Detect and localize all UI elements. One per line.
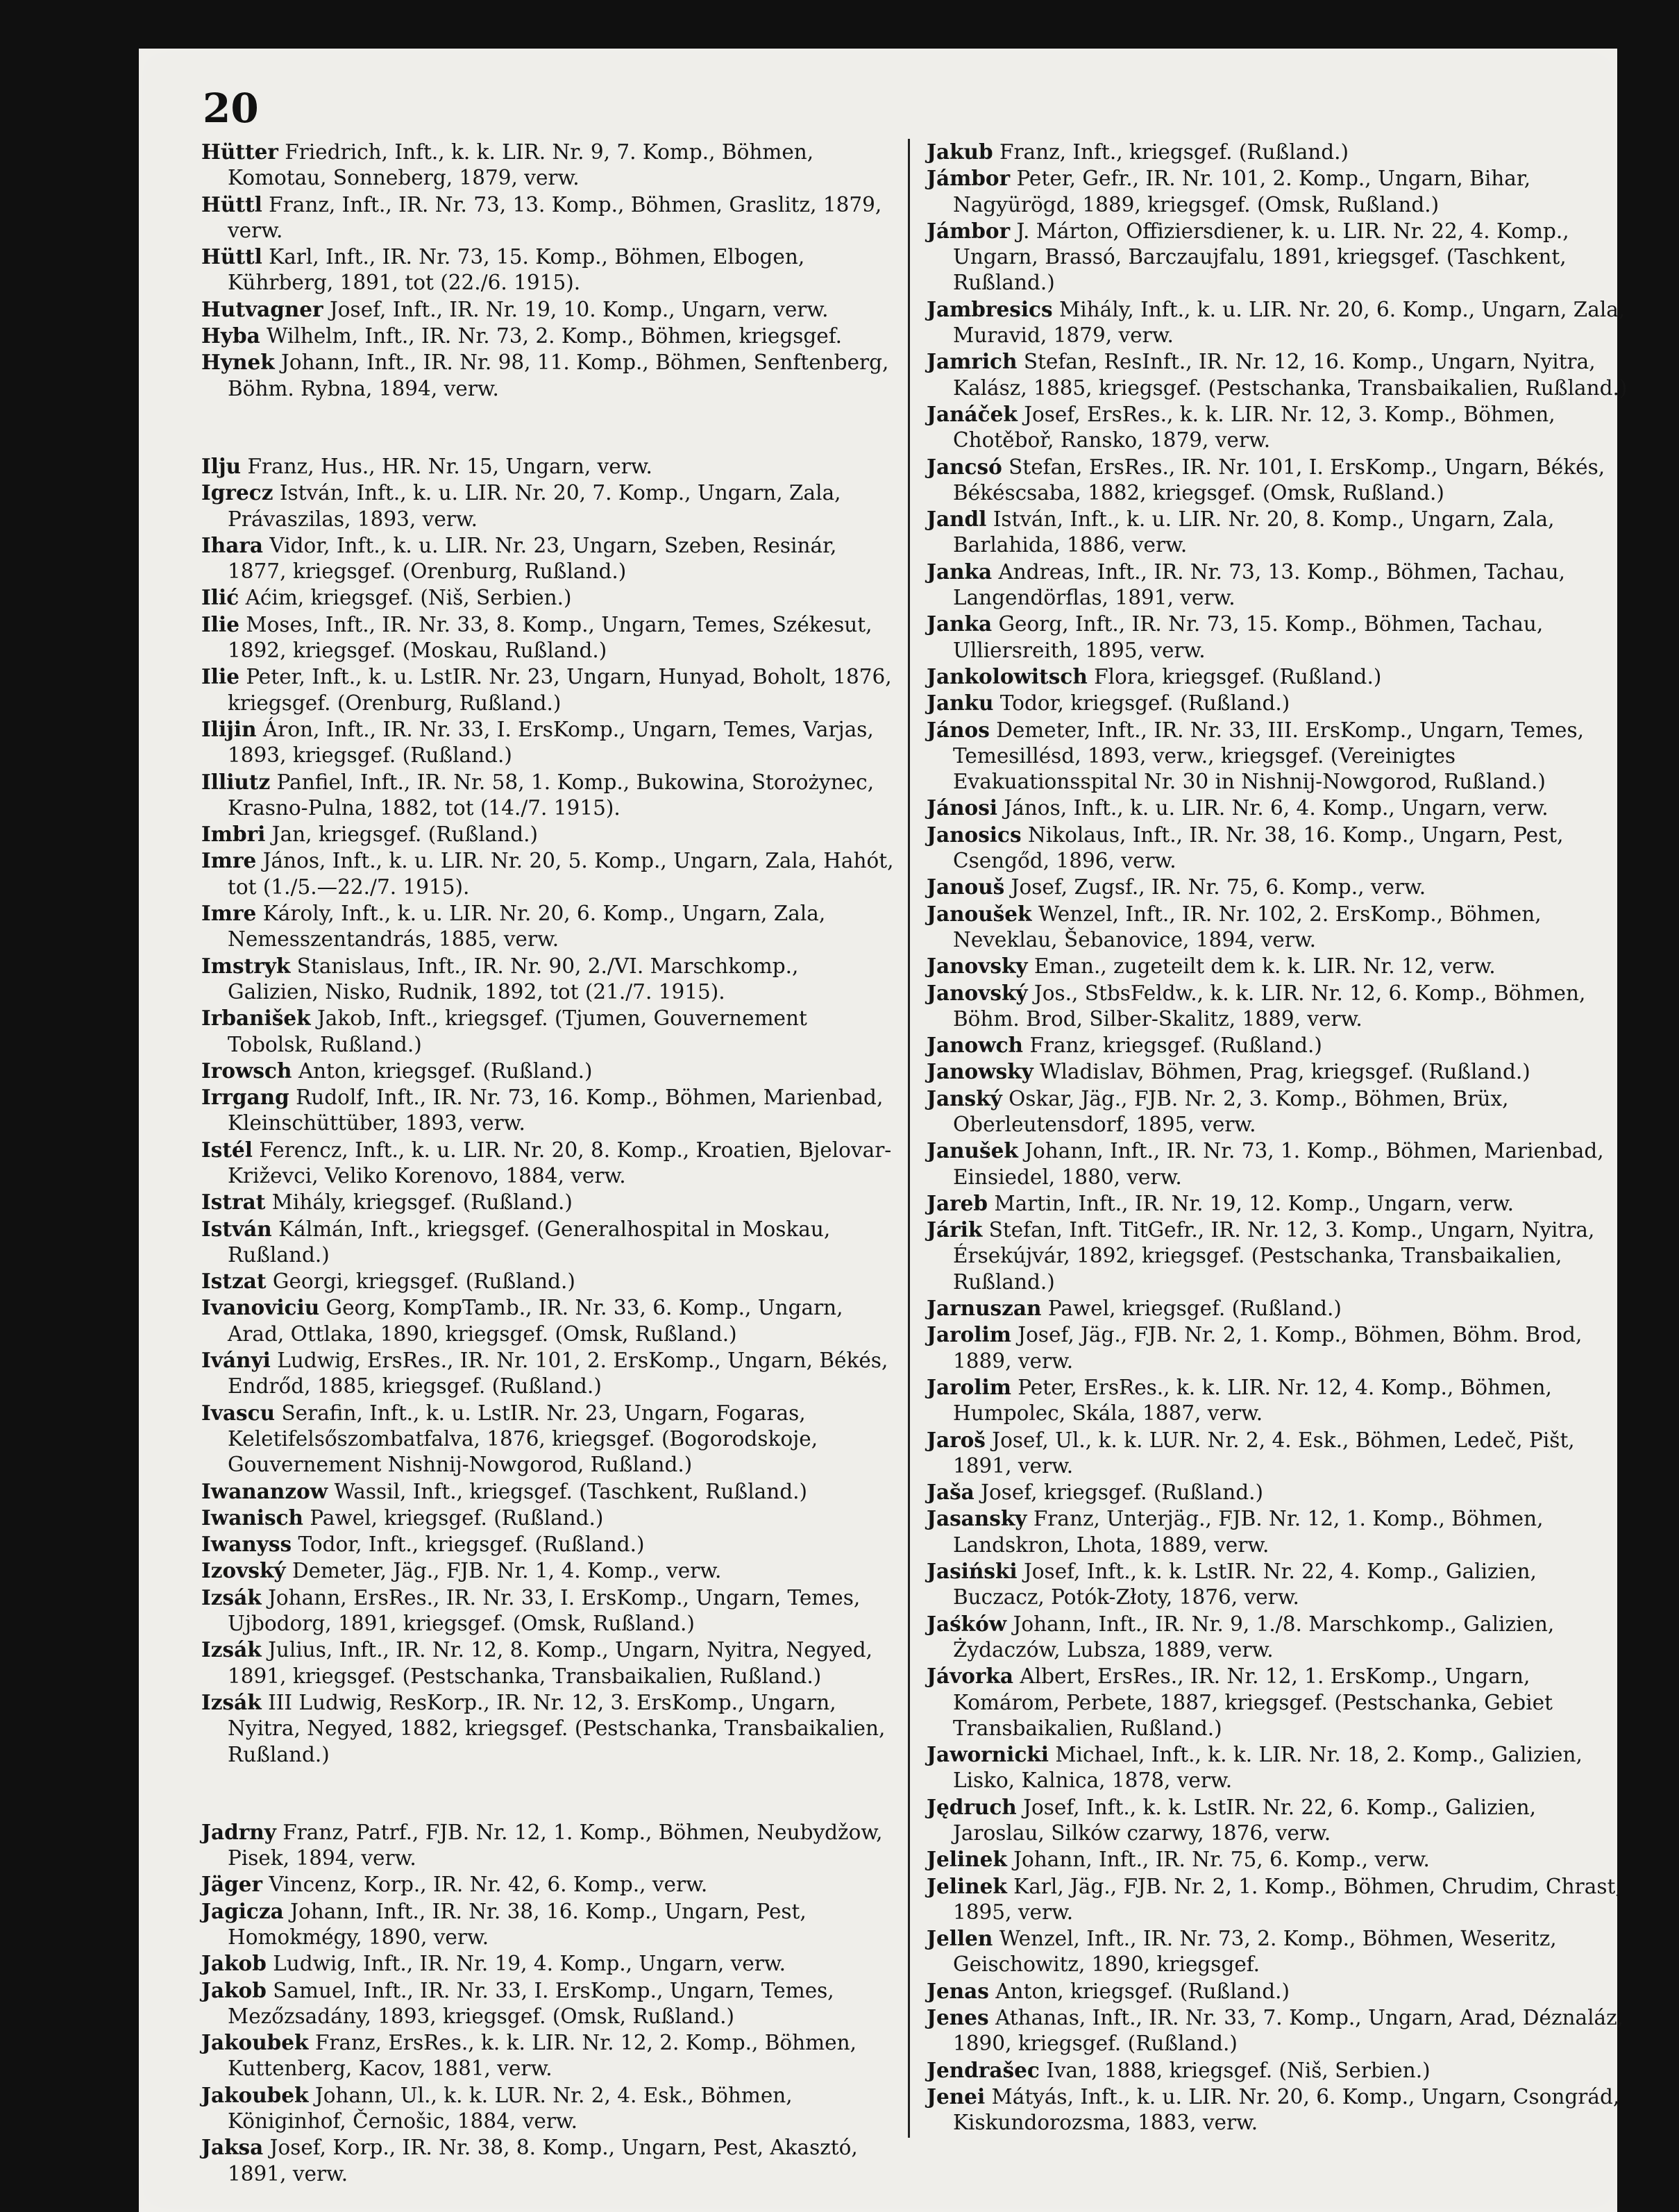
entry-surname: Ivascu <box>201 1400 276 1425</box>
left-column <box>201 139 895 2187</box>
list-entry <box>927 795 1628 821</box>
entry-surname: Hütter <box>201 140 278 164</box>
entry-surname: Jamrich <box>927 349 1018 374</box>
entry-details: Mátyás, Inft., k. u. LIR. Nr. 20, 6. Komp., Ungarn, Csongrád, Kiskundorozsma, 1883, verw. <box>953 2084 1620 2135</box>
list-entry <box>927 218 1628 296</box>
list-entry <box>927 1505 1628 1558</box>
entry-surname: Janka <box>927 611 993 636</box>
entry-surname: Jámbor <box>927 218 1011 243</box>
list-entry <box>201 1505 895 1531</box>
entry-surname: Imbri <box>201 822 266 847</box>
section-gap <box>201 402 895 453</box>
entry-surname: Hüttl <box>201 192 262 217</box>
entry-details: Johann, ErsRes., IR. Nr. 33, I. ErsKomp., Ungarn, Temes, Ujbodorg, 1891, kriegsgef. (Omsk, Rußland.) <box>228 1585 861 1636</box>
list-entry <box>927 1479 1628 1505</box>
list-entry <box>927 1978 1628 2004</box>
entry-details: Josef, kriegsgef. (Rußland.) <box>974 1480 1264 1505</box>
entry-details: Stefan, Inft. TitGefr., IR. Nr. 12, 3. Komp., Ungarn, Nyitra, Érsekújvár, 1892, kriegsgef. (Pestschanka, Transbaikalien, Rußland.) <box>953 1218 1595 1294</box>
entry-surname: Jaśków <box>927 1611 1007 1636</box>
entry-details: Johann, Inft., IR. Nr. 9, 1./8. Marschkomp., Galizien, Żydaczów, Lubsza, 1889, verw. <box>953 1612 1555 1662</box>
entry-surname: Imre <box>201 848 257 873</box>
entry-details: Anton, kriegsgef. (Rußland.) <box>988 1979 1290 2003</box>
entry-details: J. Márton, Offiziersdiener, k. u. LIR. Nr. 22, 4. Komp., Ungarn, Brassó, Barczaujfalu, 1891, kriegsgef. (Taschkent, Rußland.) <box>953 219 1569 295</box>
entry-details: Georgi, kriegsgef. (Rußland.) <box>266 1269 575 1294</box>
list-entry <box>201 1637 895 1689</box>
entry-surname: Izsák <box>201 1689 262 1714</box>
list-entry <box>927 506 1628 559</box>
entry-details: Josef, Inft., k. k. LstIR. Nr. 22, 6. Komp., Galizien, Jaroslau, Silków czarwy, 1876, verw. <box>953 1795 1537 1845</box>
entry-details: Johann, Ul., k. k. LUR. Nr. 2, 4. Esk., Böhmen, Königinhof, Černošic, 1884, verw. <box>228 2083 793 2134</box>
entry-surname: Jarolim <box>927 1322 1011 1347</box>
entry-surname: Jávorka <box>927 1664 1013 1689</box>
entry-surname: Janowch <box>927 1033 1024 1058</box>
entry-surname: Jaksa <box>201 2135 264 2160</box>
entry-surname: Imre <box>201 901 257 926</box>
list-entry <box>201 244 895 296</box>
list-entry <box>927 1295 1628 1322</box>
entry-details: János, Inft., k. u. LIR. Nr. 20, 5. Komp., Ungarn, Zala, Hahót, tot (1./5.—22./7. 1915). <box>228 849 894 899</box>
entry-details: Rudolf, Inft., IR. Nr. 73, 16. Komp., Böhmen, Marienbad, Kleinschüttüber, 1893, verw. <box>228 1086 884 1135</box>
list-entry <box>927 1873 1628 1926</box>
list-entry <box>927 874 1628 900</box>
list-entry <box>201 900 895 953</box>
entry-details: Ferencz, Inft., k. u. LIR. Nr. 20, 8. Komp., Kroatien, Bjelovar-Križevci, Veliko Korenovo, 1884, verw. <box>228 1138 892 1188</box>
list-entry <box>201 847 895 900</box>
list-entry <box>201 1084 895 1137</box>
list-entry <box>201 1294 895 1347</box>
entry-details: Károly, Inft., k. u. LIR. Nr. 20, 6. Komp., Ungarn, Zala, Nemesszentandrás, 1885, verw. <box>228 902 826 952</box>
list-entry <box>927 1374 1628 1427</box>
list-entry <box>201 821 895 847</box>
entry-details: Ludwig, ErsRes., IR. Nr. 101, 2. ErsKomp., Ungarn, Békés, Endrőd, 1885, kriegsgef. (Rußland.) <box>228 1349 888 1399</box>
list-entry <box>927 1217 1628 1295</box>
entry-details: Vidor, Inft., k. u. LIR. Nr. 23, Ungarn, Szeben, Resinár, 1877, kriegsgef. (Orenburg, Rußland.) <box>228 533 837 584</box>
list-entry <box>927 1086 1628 1138</box>
entry-surname: Iwananzow <box>201 1478 328 1503</box>
entry-surname: Jasiński <box>927 1559 1018 1584</box>
list-entry <box>201 1950 895 1977</box>
entry-details: Anton, kriegsgef. (Rußland.) <box>292 1058 593 1083</box>
entry-details: Albert, ErsRes., IR. Nr. 12, 1. ErsKomp., Ungarn, Komárom, Perbete, 1887, kriegsgef. (Pestschanka, Gebiet Transbaikalien, Rußland.) <box>953 1664 1553 1740</box>
entry-details: Wassil, Inft., kriegsgef. (Taschkent, Rußland.) <box>328 1479 807 1503</box>
list-entry <box>927 717 1628 795</box>
entry-surname: Janoušek <box>927 901 1032 926</box>
list-entry <box>927 1925 1628 1978</box>
entry-details: Jos., StbsFeldw., k. k. LIR. Nr. 12, 6. Komp., Böhmen, Böhm. Brod, Silber-Skalitz, 1889, verw. <box>953 981 1586 1031</box>
list-entry <box>201 1871 895 1898</box>
entry-surname: Janušek <box>927 1138 1018 1163</box>
entry-details: Michael, Inft., k. k. LIR. Nr. 18, 2. Komp., Galizien, Lisko, Kalnica, 1878, verw. <box>953 1743 1583 1793</box>
entry-surname: Jankolowitsch <box>927 664 1088 689</box>
entry-surname: Janouš <box>927 875 1005 900</box>
list-entry <box>201 1400 895 1478</box>
entry-details: Julius, Inft., IR. Nr. 12, 8. Komp., Ungarn, Nyitra, Negyed, 1891, kriegsgef. (Pestschanka, Transbaikalien, Rußland.) <box>228 1638 873 1688</box>
entry-surname: Janowsky <box>927 1059 1033 1084</box>
entry-details: Flora, kriegsgef. (Rußland.) <box>1087 664 1382 689</box>
entry-details: Peter, Inft., k. u. LstIR. Nr. 23, Ungarn, Hunyad, Boholt, 1876, kriegsgef. (Orenburg, Rußland.) <box>228 665 892 715</box>
list-entry <box>927 296 1628 349</box>
list-entry <box>927 348 1628 401</box>
entry-details: Franz, Inft., IR. Nr. 73, 13. Komp., Böhmen, Graslitz, 1879, verw. <box>228 192 882 242</box>
entry-surname: Jakub <box>927 140 993 164</box>
entry-surname: Iwanisch <box>201 1505 303 1530</box>
list-entry <box>927 559 1628 611</box>
entry-details: Pawel, kriegsgef. (Rußland.) <box>1041 1297 1342 1321</box>
entry-surname: Ilju <box>201 453 242 478</box>
list-entry <box>927 1794 1628 1847</box>
list-entry <box>201 139 895 192</box>
list-entry <box>927 2057 1628 2084</box>
list-entry <box>927 664 1628 690</box>
entry-details: Wenzel, Inft., IR. Nr. 73, 2. Komp., Böhmen, Weseritz, Geischowitz, 1890, kriegsgef. <box>953 1927 1557 1977</box>
list-entry <box>927 139 1628 165</box>
entry-details: Kálmán, Inft., kriegsgef. (Generalhospital in Moskau, Rußland.) <box>228 1217 831 1267</box>
entry-details: Ludwig, Inft., IR. Nr. 19, 4. Komp., Ungarn, verw. <box>266 1952 786 1976</box>
list-entry <box>201 1268 895 1294</box>
entry-details: Karl, Inft., IR. Nr. 73, 15. Komp., Böhmen, Elbogen, Kührberg, 1891, tot (22./6. 1915). <box>228 245 805 295</box>
list-entry <box>927 901 1628 954</box>
list-entry <box>201 1347 895 1400</box>
entry-surname: Jendrašec <box>927 2057 1040 2082</box>
entry-surname: Istrat <box>201 1190 266 1215</box>
entry-surname: Illiutz <box>201 769 271 794</box>
entry-details: Josef, Korp., IR. Nr. 38, 8. Komp., Ungarn, Pest, Akasztó, 1891, verw. <box>228 2136 858 2186</box>
entry-surname: Igrecz <box>201 480 273 505</box>
entry-details: Panfiel, Inft., IR. Nr. 58, 1. Komp., Bukowina, Storożynec, Krasno-Pulna, 1882, tot (14./7. 1915). <box>228 770 875 820</box>
list-entry <box>201 1819 895 1872</box>
page-number: 20 <box>203 85 259 132</box>
entry-surname: Hutvagner <box>201 296 323 321</box>
entry-details: Johann, Inft., IR. Nr. 75, 6. Komp., verw. <box>1006 1848 1430 1872</box>
list-entry <box>927 401 1628 454</box>
list-entry <box>927 953 1628 979</box>
entry-details: Vincenz, Korp., IR. Nr. 42, 6. Komp., verw. <box>262 1873 708 1897</box>
list-entry <box>201 611 895 664</box>
entry-details: Ivan, 1888, kriegsgef. (Niš, Serbien.) <box>1039 2058 1431 2082</box>
list-entry <box>201 953 895 1006</box>
entry-details: Franz, Unterjäg., FJB. Nr. 12, 1. Komp., Böhmen, Landskron, Lhota, 1889, verw. <box>953 1507 1544 1557</box>
entry-details: Johann, Inft., IR. Nr. 98, 11. Komp., Böhmen, Senftenberg, Böhm. Rybna, 1894, verw. <box>228 351 889 400</box>
entry-details: Oskar, Jäg., FJB. Nr. 2, 3. Komp., Böhmen, Brüx, Oberleutensdorf, 1895, verw. <box>953 1086 1509 1136</box>
list-entry <box>201 1531 895 1557</box>
entry-surname: Istél <box>201 1137 253 1162</box>
entry-surname: Jámbor <box>927 166 1011 191</box>
entry-details: Josef, Inft., IR. Nr. 19, 10. Komp., Ungarn, verw. <box>323 297 829 321</box>
entry-surname: Jarnuszan <box>927 1296 1042 1321</box>
entry-details: Mihály, Inft., k. u. LIR. Nr. 20, 6. Komp., Ungarn, Zala, Muravid, 1879, verw. <box>953 297 1626 348</box>
entry-surname: Jareb <box>927 1190 988 1215</box>
list-entry <box>927 980 1628 1033</box>
entry-surname: Jakoubek <box>201 2030 309 2055</box>
entry-surname: Janský <box>927 1086 1002 1111</box>
entry-surname: Izovský <box>201 1558 286 1583</box>
entry-surname: Iványi <box>201 1348 271 1373</box>
list-entry <box>201 1689 895 1768</box>
list-entry <box>201 453 895 480</box>
list-entry <box>201 1137 895 1190</box>
list-entry <box>201 584 895 611</box>
list-entry <box>927 690 1628 716</box>
list-entry <box>927 1611 1628 1664</box>
entry-surname: Jaša <box>927 1480 975 1505</box>
entry-surname: Janáček <box>927 401 1018 426</box>
list-entry <box>201 349 895 402</box>
entry-details: III Ludwig, ResKorp., IR. Nr. 12, 3. ErsKomp., Ungarn, Nyitra, Negyed, 1882, kriegsgef. (Pestschanka, Transbaikalien, Rußland.) <box>228 1690 886 1766</box>
list-entry <box>201 2029 895 2082</box>
entry-surname: Jandl <box>927 507 987 532</box>
entry-details: Eman., zugeteilt dem k. k. LIR. Nr. 12, verw. <box>1027 954 1496 979</box>
entry-details: Franz, ErsRes., k. k. LIR. Nr. 12, 2. Komp., Böhmen, Kuttenberg, Kacov, 1881, verw. <box>228 2031 857 2081</box>
list-entry <box>927 1032 1628 1058</box>
entry-surname: Ihara <box>201 532 264 557</box>
column-divider <box>908 139 910 2138</box>
list-entry <box>927 822 1628 875</box>
list-entry <box>201 1216 895 1269</box>
entry-surname: Irowsch <box>201 1058 292 1083</box>
entry-details: Franz, Patrf., FJB. Nr. 12, 1. Komp., Böhmen, Neubydžow, Pisek, 1894, verw. <box>228 1820 883 1871</box>
entry-details: Wenzel, Inft., IR. Nr. 102, 2. ErsKomp., Böhmen, Neveklau, Šebanovice, 1894, verw. <box>953 902 1542 952</box>
entry-details: Peter, ErsRes., k. k. LIR. Nr. 12, 4. Komp., Böhmen, Humpolec, Skála, 1887, verw. <box>953 1375 1552 1426</box>
entry-surname: Izsák <box>201 1585 262 1610</box>
list-entry <box>927 2084 1628 2136</box>
entry-surname: Janovský <box>927 980 1028 1005</box>
entry-details: István, Inft., k. u. LIR. Nr. 20, 7. Komp., Ungarn, Zala, Právaszilas, 1893, verw. <box>228 481 841 531</box>
entry-surname: Jelinek <box>927 1873 1007 1898</box>
entry-details: Andreas, Inft., IR. Nr. 73, 13. Komp., Böhmen, Tachau, Langendörflas, 1891, verw. <box>953 559 1565 610</box>
entry-surname: János <box>927 717 990 742</box>
entry-surname: Jenas <box>927 1978 989 2003</box>
entry-details: Johann, Inft., IR. Nr. 73, 1. Komp., Böhmen, Marienbad, Einsiedel, 1880, verw. <box>953 1139 1604 1189</box>
entry-surname: Izsák <box>201 1637 262 1662</box>
entry-surname: Janovsky <box>927 954 1028 979</box>
entry-surname: Ilić <box>201 585 239 610</box>
list-entry <box>201 1977 895 2030</box>
entry-details: Georg, KompTamb., IR. Nr. 33, 6. Komp., Ungarn, Arad, Ottlaka, 1890, kriegsgef. (Omsk, Rußland.) <box>228 1296 843 1346</box>
list-entry <box>201 1058 895 1084</box>
entry-surname: Jenes <box>927 2005 989 2030</box>
entry-surname: István <box>201 1216 272 1241</box>
entry-details: Josef, Inft., k. k. LstIR. Nr. 22, 4. Komp., Galizien, Buczacz, Potók-Złoty, 1876, verw. <box>953 1560 1537 1610</box>
entry-surname: Jakob <box>201 1977 267 2002</box>
entry-surname: Ilie <box>201 664 239 689</box>
entry-surname: Hüttl <box>201 244 262 269</box>
entry-surname: Jellen <box>927 1926 993 1951</box>
list-entry <box>201 716 895 769</box>
entry-surname: Jenei <box>927 2084 986 2109</box>
entry-surname: Jakob <box>201 1951 267 1976</box>
entry-details: Franz, Hus., HR. Nr. 15, Ungarn, verw. <box>241 454 652 478</box>
list-entry <box>201 2082 895 2135</box>
entry-details: Stanislaus, Inft., IR. Nr. 90, 2./VI. Marschkomp., Galizien, Nisko, Rudnik, 1892, tot (21./7. 1915). <box>228 954 799 1004</box>
entry-details: Athanas, Inft., IR. Nr. 33, 7. Komp., Ungarn, Arad, Déznaláz, 1890, kriegsgef. (Rußland.) <box>953 2006 1624 2056</box>
entry-details: Johann, Inft., IR. Nr. 38, 16. Komp., Ungarn, Pest, Homokmégy, 1890, verw. <box>228 1899 807 1949</box>
entry-details: Nikolaus, Inft., IR. Nr. 38, 16. Komp., Ungarn, Pest, Csengőd, 1896, verw. <box>953 822 1564 873</box>
entry-details: Peter, Gefr., IR. Nr. 101, 2. Komp., Ungarn, Bihar, Nagyürögd, 1889, kriegsgef. (Omsk, Rußland.) <box>953 167 1531 217</box>
entry-details: Samuel, Inft., IR. Nr. 33, I. ErsKomp., Ungarn, Temes, Mezőzsadány, 1893, kriegsgef. (Omsk, Rußland.) <box>228 1978 834 2028</box>
entry-details: Jakob, Inft., kriegsgef. (Tjumen, Gouvernement Tobolsk, Rußland.) <box>228 1006 807 1056</box>
entry-surname: Hynek <box>201 350 275 375</box>
list-entry <box>201 1585 895 1637</box>
entry-details: Josef, Zugsf., IR. Nr. 75, 6. Komp., verw. <box>1004 875 1426 900</box>
entry-surname: Istzat <box>201 1269 267 1294</box>
entry-surname: Jakoubek <box>201 2082 309 2107</box>
entry-details: Todor, kriegsgef. (Rußland.) <box>993 691 1290 716</box>
entry-details: Friedrich, Inft., k. k. LIR. Nr. 9, 7. Komp., Böhmen, Komotau, Sonneberg, 1879, verw. <box>228 140 814 190</box>
entry-surname: Jagicza <box>201 1898 284 1923</box>
list-entry <box>201 1189 895 1215</box>
entry-details: Franz, Inft., kriegsgef. (Rußland.) <box>993 140 1349 164</box>
entry-details: Demeter, Jäg., FJB. Nr. 1, 4. Komp., verw. <box>285 1559 722 1583</box>
entry-surname: Ilijin <box>201 716 257 741</box>
entry-surname: Jarolim <box>927 1374 1011 1399</box>
entry-details: Stefan, ErsRes., IR. Nr. 101, I. ErsKomp., Ungarn, Békés, Békéscsaba, 1882, kriegsgef. (Omsk, Rußland.) <box>953 455 1605 505</box>
entry-details: Aćim, kriegsgef. (Niš, Serbien.) <box>239 586 572 610</box>
entry-details: Stefan, ResInft., IR. Nr. 12, 16. Komp., Ungarn, Nyitra, Kalász, 1885, kriegsgef. (Pestschanka, Transbaikalien, Rußland.) <box>953 350 1628 400</box>
entry-details: Wladislav, Böhmen, Prag, kriegsgef. (Rußland.) <box>1033 1060 1530 1084</box>
entry-surname: Jambresics <box>927 296 1053 321</box>
entry-details: Wilhelm, Inft., IR. Nr. 73, 2. Komp., Böhmen, kriegsgef. <box>260 324 842 348</box>
entry-details: Martin, Inft., IR. Nr. 19, 12. Komp., Ungarn, verw. <box>988 1191 1515 1215</box>
list-entry <box>201 2134 895 2187</box>
entry-surname: Jadrny <box>201 1819 276 1844</box>
entry-surname: Jawornicki <box>927 1742 1049 1767</box>
entry-details: Karl, Jäg., FJB. Nr. 2, 1. Komp., Böhmen, Chrudim, Chrast, 1895, verw. <box>953 1874 1622 1924</box>
list-entry <box>201 296 895 323</box>
entry-surname: Jasansky <box>927 1506 1027 1531</box>
entry-surname: Janka <box>927 559 993 584</box>
entry-surname: Jánosi <box>927 795 998 820</box>
list-entry <box>927 611 1628 664</box>
entry-details: Todor, Inft., kriegsgef. (Rußland.) <box>292 1533 645 1557</box>
list-entry <box>201 480 895 532</box>
entry-surname: Ilie <box>201 611 239 636</box>
entry-surname: Irrgang <box>201 1085 289 1110</box>
entry-surname: Janosics <box>927 822 1022 847</box>
list-entry <box>927 454 1628 507</box>
entry-details: Georg, Inft., IR. Nr. 73, 15. Komp., Böhmen, Tachau, Ulliersreith, 1895, verw. <box>953 612 1544 662</box>
list-entry <box>927 1846 1628 1873</box>
list-entry <box>927 1741 1628 1794</box>
list-entry <box>927 2004 1628 2057</box>
list-entry <box>927 1058 1628 1085</box>
list-entry <box>201 1005 895 1058</box>
entry-details: Moses, Inft., IR. Nr. 33, 8. Komp., Ungarn, Temes, Székesut, 1892, kriegsgef. (Moskau, Rußland.) <box>228 612 872 663</box>
entry-surname: Janku <box>927 691 994 716</box>
entry-details: Áron, Inft., IR. Nr. 33, I. ErsKomp., Ungarn, Temes, Varjas, 1893, kriegsgef. (Rußland.) <box>228 717 874 768</box>
list-entry <box>201 1898 895 1951</box>
entry-surname: Jędruch <box>927 1794 1017 1819</box>
entry-details: Franz, kriegsgef. (Rußland.) <box>1023 1033 1322 1058</box>
entry-surname: Iwanyss <box>201 1532 292 1557</box>
entry-details: István, Inft., k. u. LIR. Nr. 20, 8. Komp., Ungarn, Zala, Barlahida, 1886, verw. <box>953 507 1555 557</box>
entry-surname: Jaroš <box>927 1427 986 1452</box>
entry-details: Demeter, Inft., IR. Nr. 33, III. ErsKomp., Ungarn, Temes, Temesillésd, 1893, verw., kriegsgef. (Vereinigtes Evakuationsspital Nr. 30 in Nishnij-Nowgorod, Rußland.) <box>953 718 1585 794</box>
entry-surname: Ivanoviciu <box>201 1295 320 1320</box>
entry-details: Josef, ErsRes., k. k. LIR. Nr. 12, 3. Komp., Böhmen, Chotěboř, Ransko, 1879, verw. <box>953 402 1555 453</box>
list-entry <box>201 192 895 244</box>
entry-surname: Hyba <box>201 323 260 348</box>
entry-surname: Irbanišek <box>201 1006 311 1031</box>
list-entry <box>201 664 895 716</box>
entry-details: Mihály, kriegsgef. (Rußland.) <box>265 1190 573 1215</box>
entry-surname: Jäger <box>201 1872 263 1897</box>
list-entry <box>927 1190 1628 1217</box>
list-entry <box>927 1322 1628 1374</box>
right-column <box>927 139 1628 2136</box>
list-entry <box>201 1557 895 1584</box>
list-entry <box>201 323 895 349</box>
entry-details: Pawel, kriegsgef. (Rußland.) <box>303 1505 604 1530</box>
entry-details: Jan, kriegsgef. (Rußland.) <box>265 822 539 847</box>
list-entry <box>201 769 895 822</box>
entry-surname: Jelinek <box>927 1847 1007 1872</box>
list-entry <box>201 1478 895 1505</box>
entry-surname: Járik <box>927 1217 983 1242</box>
list-entry <box>927 1427 1628 1480</box>
entry-details: János, Inft., k. u. LIR. Nr. 6, 4. Komp., Ungarn, verw. <box>997 796 1549 820</box>
entry-details: Josef, Ul., k. k. LUR. Nr. 2, 4. Esk., Böhmen, Ledeč, Pišt, 1891, verw. <box>953 1428 1575 1478</box>
list-entry <box>927 1663 1628 1741</box>
entry-surname: Jancsó <box>927 454 1002 479</box>
list-entry <box>927 1138 1628 1190</box>
list-entry <box>927 1558 1628 1611</box>
list-entry <box>201 532 895 585</box>
entry-details: Serafin, Inft., k. u. LstIR. Nr. 23, Ungarn, Fogaras, Keletifelsőszombatfalva, 1876, kriegsgef. (Bogorodskoje, Gouvernement Nishnij-Nowgorod, Rußland.) <box>228 1401 818 1477</box>
section-gap <box>201 1768 895 1819</box>
entry-surname: Imstryk <box>201 953 291 978</box>
entry-details: Josef, Jäg., FJB. Nr. 2, 1. Komp., Böhmen, Böhm. Brod, 1889, verw. <box>953 1323 1583 1373</box>
list-entry <box>927 165 1628 218</box>
